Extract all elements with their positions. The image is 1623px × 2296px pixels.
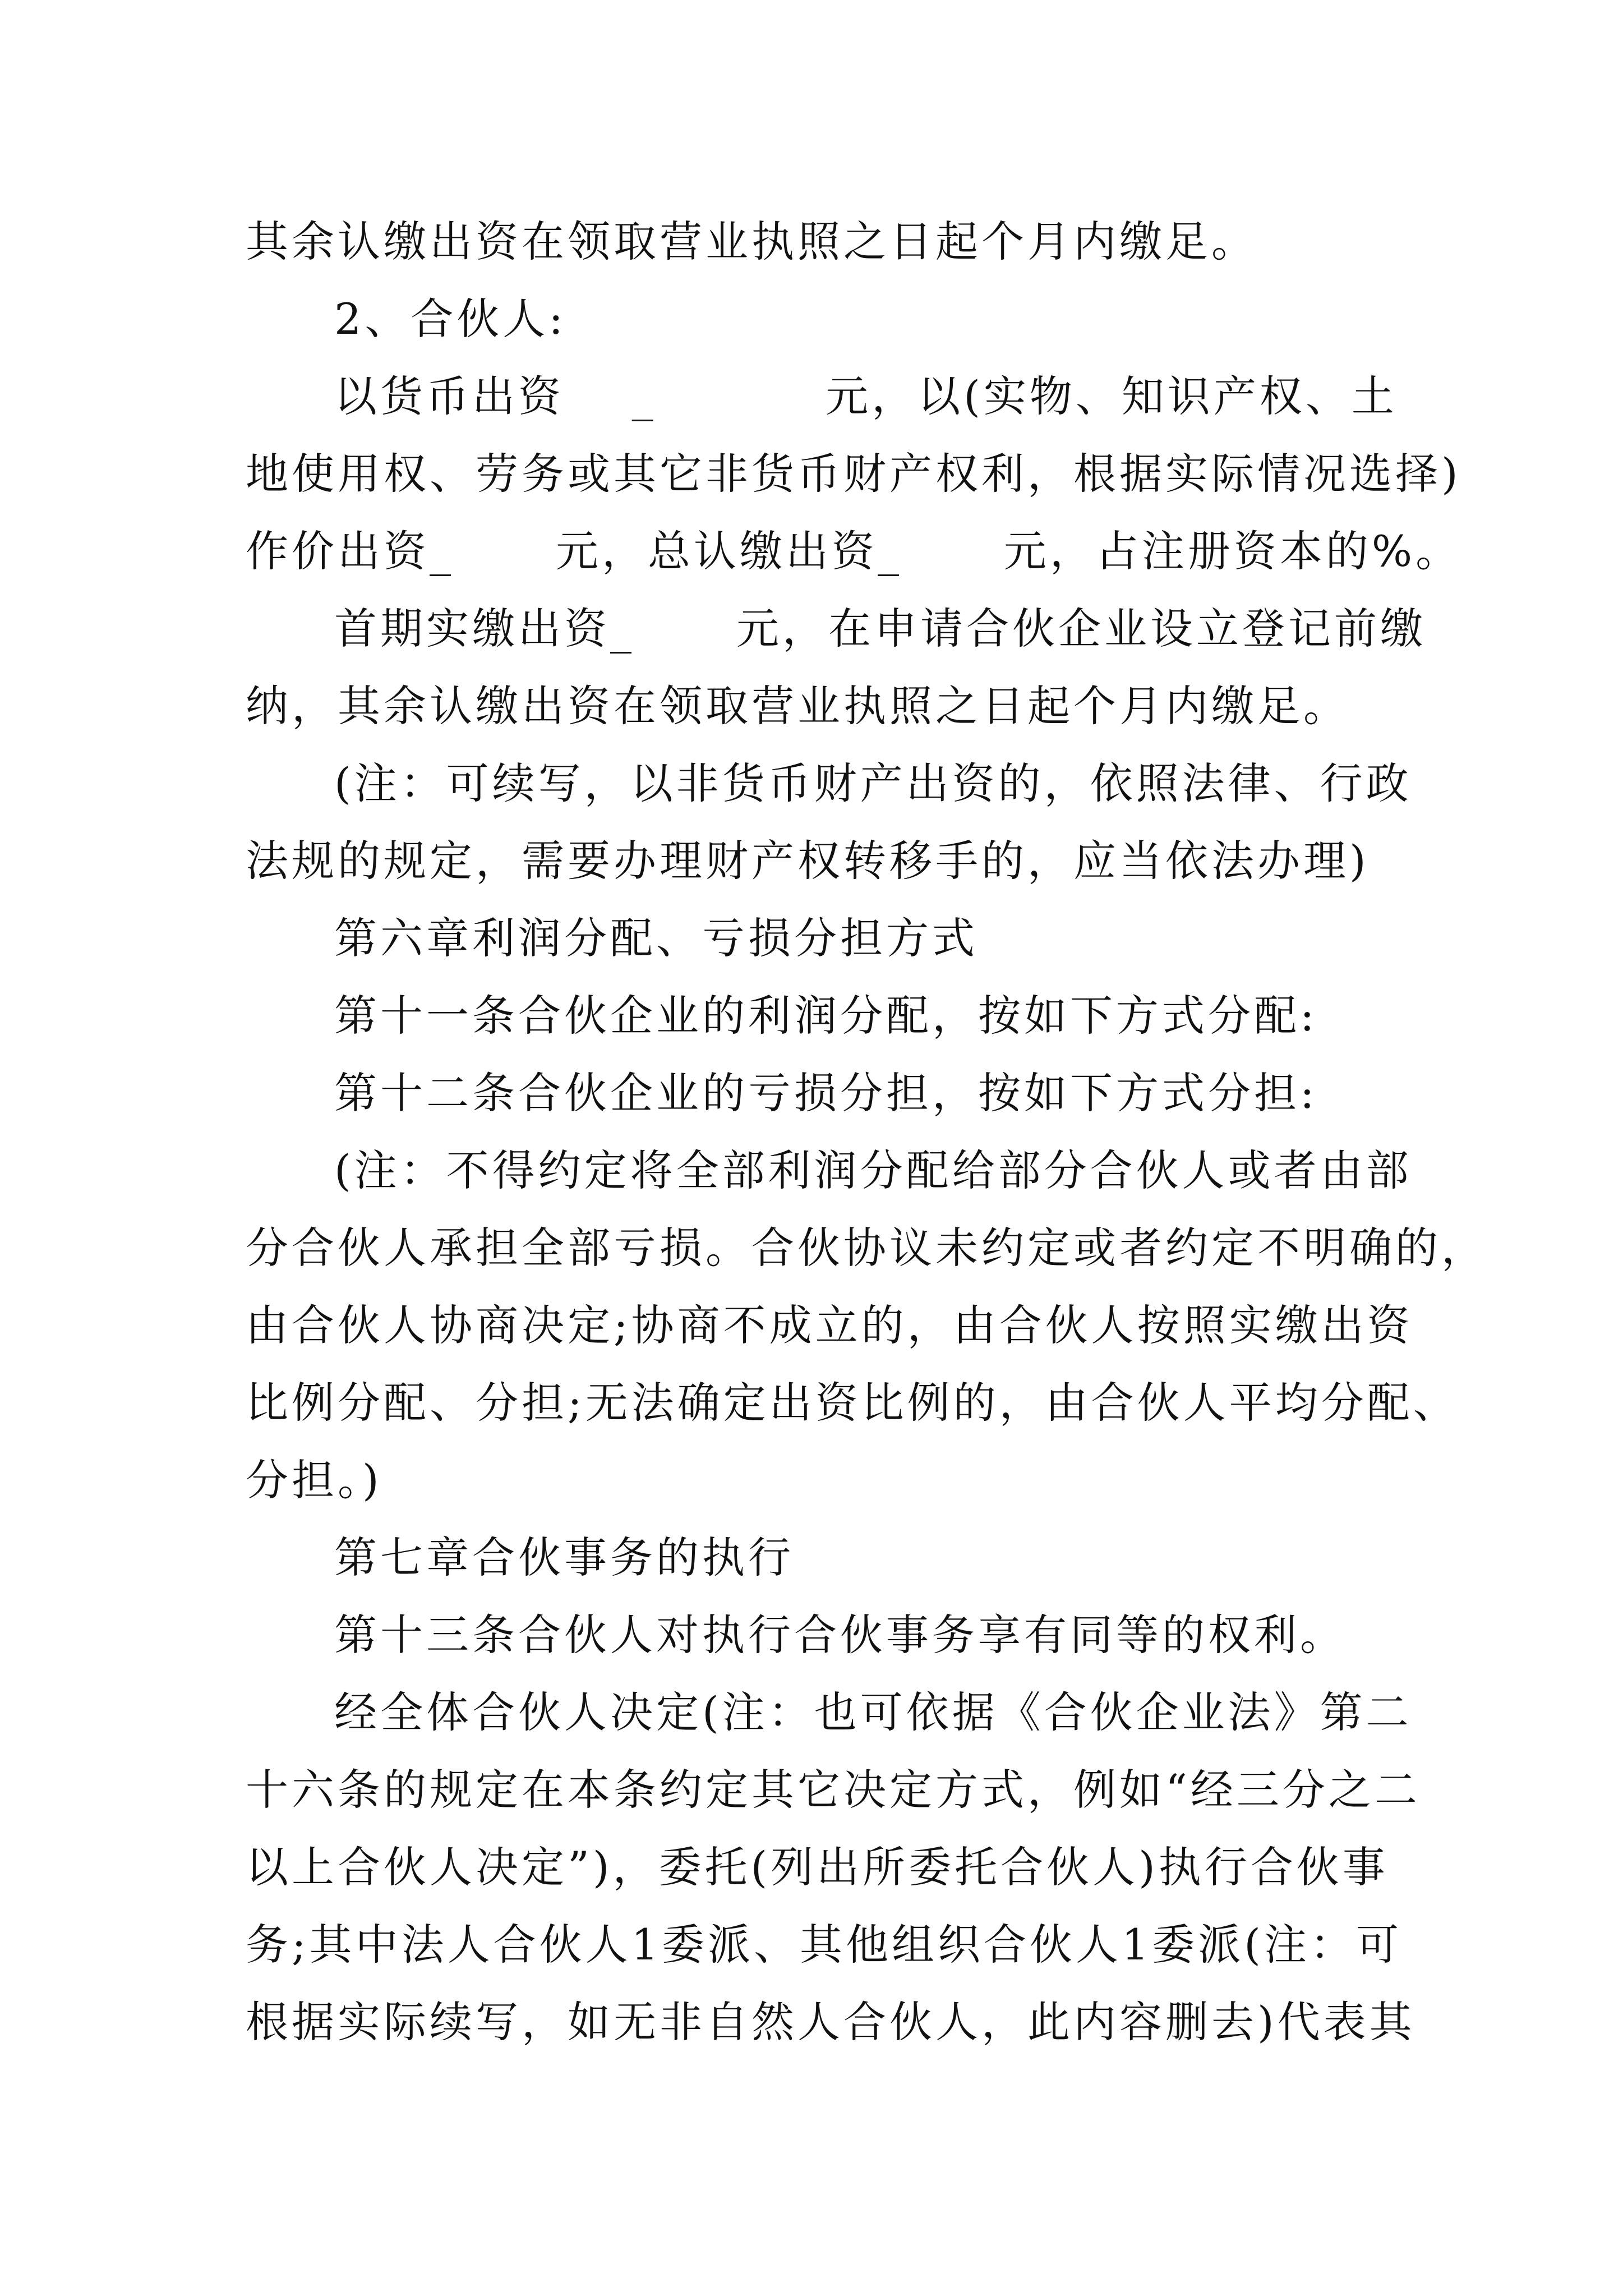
text-line-8: (注：可续写，以非货币财产出资的，依照法律、行政 bbox=[334, 758, 1412, 808]
text-line-9: 法规的规定，需要办理财产权转移手的，应当依法办理) bbox=[246, 836, 1370, 886]
text-line-7: 纳，其余认缴出资在领取营业执照之日起个月内缴足。 bbox=[246, 681, 1349, 731]
text-line-2: 2、合伙人: bbox=[334, 294, 566, 344]
article-12: 第十二条合伙企业的亏损分担，按如下方式分担: bbox=[334, 1068, 1318, 1118]
text-line-4: 地使用权、劳务或其它非货币财产权利，根据实际情况选择) bbox=[246, 449, 1461, 499]
text-line-17: 分担。) bbox=[246, 1455, 382, 1505]
text-line-15: 由合伙人协商决定;协商不成立的，由合伙人按照实缴出资 bbox=[246, 1300, 1413, 1350]
text-line-24: 根据实际续写，如无非自然人合伙人，此内容删去)代表其 bbox=[246, 1997, 1415, 2047]
text-line-6: 首期实缴出资_ 元，在申请合伙企业设立登记前缴 bbox=[334, 604, 1426, 654]
text-line-16: 比例分配、分担;无法确定出资比例的，由合伙人平均分配、 bbox=[246, 1378, 1459, 1428]
chapter-heading-6: 第六章利润分配、亏损分担方式 bbox=[334, 913, 978, 963]
text-line-5: 作价出资_ 元，总认缴出资_ 元，占注册资本的%。 bbox=[246, 526, 1462, 576]
text-line-13: (注：不得约定将全部利润分配给部分合伙人或者由部 bbox=[334, 1145, 1412, 1195]
text-line-23: 务;其中法人合伙人1委派、其他组织合伙人1委派(注：可 bbox=[246, 1920, 1402, 1970]
text-line-1: 其余认缴出资在领取营业执照之日起个月内缴足。 bbox=[246, 217, 1257, 266]
text-line-14: 分合伙人承担全部亏损。合伙协议未约定或者约定不明确的， bbox=[246, 1223, 1487, 1273]
article-11: 第十一条合伙企业的利润分配，按如下方式分配: bbox=[334, 991, 1318, 1041]
text-line-20: 经全体合伙人决定(注：也可依据《合伙企业法》第二 bbox=[334, 1687, 1412, 1737]
text-line-22: 以上合伙人决定”)，委托(列出所委托合伙人)执行合伙事 bbox=[246, 1842, 1389, 1892]
text-line-3: 以货币出资 _ 元，以(实物、知识产权、土 bbox=[334, 371, 1398, 421]
article-13: 第十三条合伙人对执行合伙事务享有同等的权利。 bbox=[334, 1610, 1346, 1660]
text-line-21: 十六条的规定在本条约定其它决定方式，例如“经三分之二 bbox=[246, 1765, 1421, 1815]
chapter-heading-7: 第七章合伙事务的执行 bbox=[334, 1533, 794, 1582]
